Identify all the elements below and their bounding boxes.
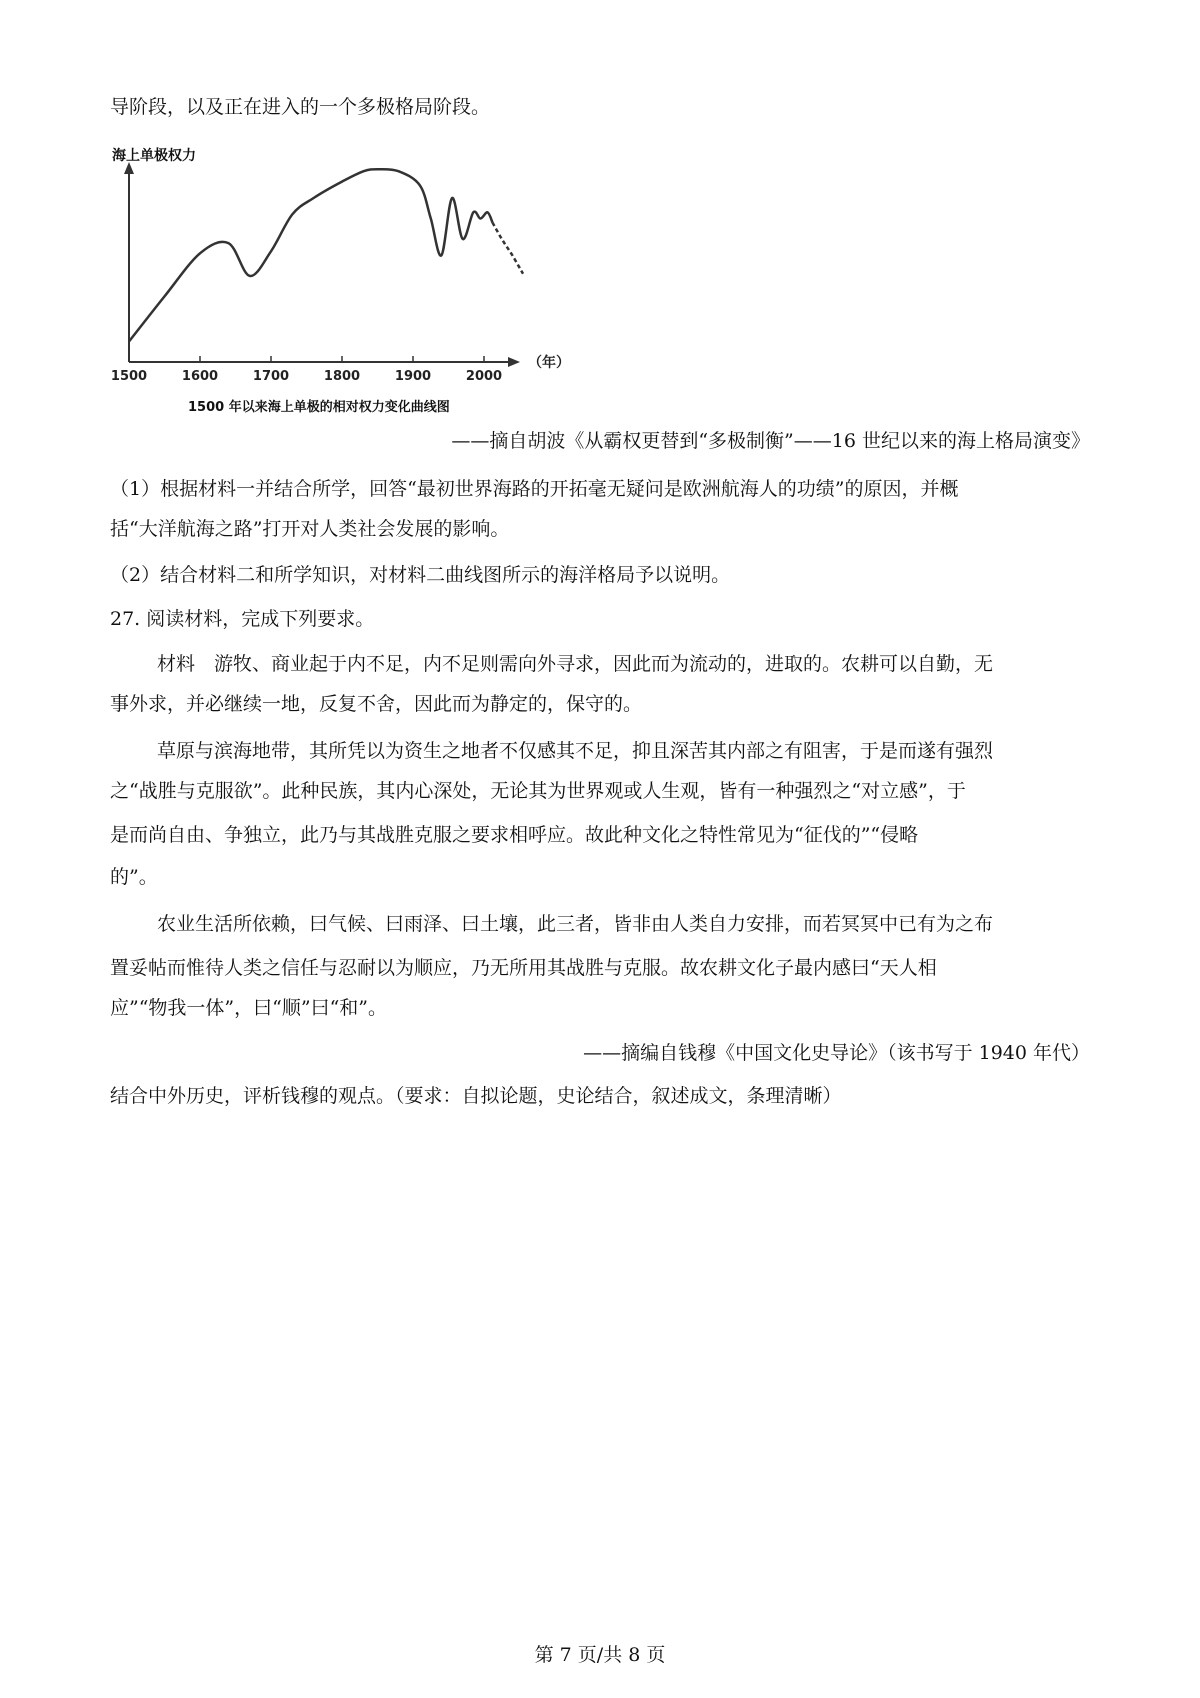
question-27-heading: 27. 阅读材料，完成下列要求。 (110, 608, 375, 630)
power-curve-line (129, 169, 493, 341)
question-2: （2）结合材料二和所学知识，对材料二曲线图所示的海洋格局予以说明。 (110, 564, 731, 586)
x-tick-label: 1800 (323, 369, 361, 384)
material-para-3-line-1: 农业生活所依赖，曰气候、曰雨泽、曰土壤，此三者，皆非由人类自力安排，而若冥冥中已有为之布 (157, 913, 994, 935)
material-para-2-line-1: 草原与滨海地带，其所凭以为资生之地者不仅感其不足，抑且深苦其内部之有阻害，于是而遂有强烈 (157, 740, 994, 762)
x-tick-label: 1500 (110, 369, 148, 384)
material-para-2-line-4: 的”。 (110, 866, 158, 888)
source-citation-1: ——摘自胡波《从霸权更替到“多极制衡”——16 世纪以来的海上格局演变》 (451, 430, 1090, 452)
x-axis-label: （年） (528, 355, 570, 371)
chart-title: 1500 年以来海上单极的相对权力变化曲线图 (188, 400, 450, 415)
x-axis-arrow (508, 357, 520, 367)
page-footer: 第 7 页/共 8 页 (534, 1644, 666, 1666)
top-line: 导阶段，以及正在进入的一个多极格局阶段。 (110, 96, 491, 118)
source-citation-2: ——摘编自钱穆《中国文化史导论》（该书写于 1940 年代） (583, 1042, 1090, 1064)
material-para-1-line-2: 事外求，并必继续一地，反复不舍，因此而为静定的，保守的。 (110, 693, 643, 715)
power-curve-chart (100, 140, 620, 390)
question-1-line-1: （1）根据材料一并结合所学，回答“最初世界海路的开拓毫无疑问是欧洲航海人的功绩”的原因，并概 (110, 478, 959, 500)
material-para-1-line-1: 材料 游牧、商业起于内不足，内不足则需向外寻求，因此而为流动的，进取的。农耕可以自勤，无 (157, 653, 994, 675)
essay-task: 结合中外历史，评析钱穆的观点。（要求：自拟论题，史论结合，叙述成文，条理清晰） (110, 1085, 842, 1107)
x-tick-label: 2000 (465, 369, 503, 384)
question-1-line-2: 括“大洋航海之路”打开对人类社会发展的影响。 (110, 518, 510, 540)
material-para-2-line-3: 是而尚自由、争独立，此乃与其战胜克服之要求相呼应。故此种文化之特性常见为“征伐的”“侵略 (110, 824, 919, 846)
x-tick-label: 1600 (181, 369, 219, 384)
projected-trend-line (493, 223, 524, 274)
material-para-3-line-2: 置妥帖而惟待人类之信任与忍耐以为顺应，乃无所用其战胜与克服。故农耕文化子最内感曰“天人相 (110, 957, 937, 979)
x-tick-label: 1700 (252, 369, 290, 384)
material-para-3-line-3: 应”“物我一体”，曰“顺”曰“和”。 (110, 997, 387, 1019)
x-tick-label: 1900 (394, 369, 432, 384)
material-para-2-line-2: 之“战胜与克服欲”。此种民族，其内心深处，无论其为世界观或人生观，皆有一种强烈之“对立感”，于 (110, 780, 966, 802)
y-axis-label: 海上单极权力 (112, 148, 196, 164)
